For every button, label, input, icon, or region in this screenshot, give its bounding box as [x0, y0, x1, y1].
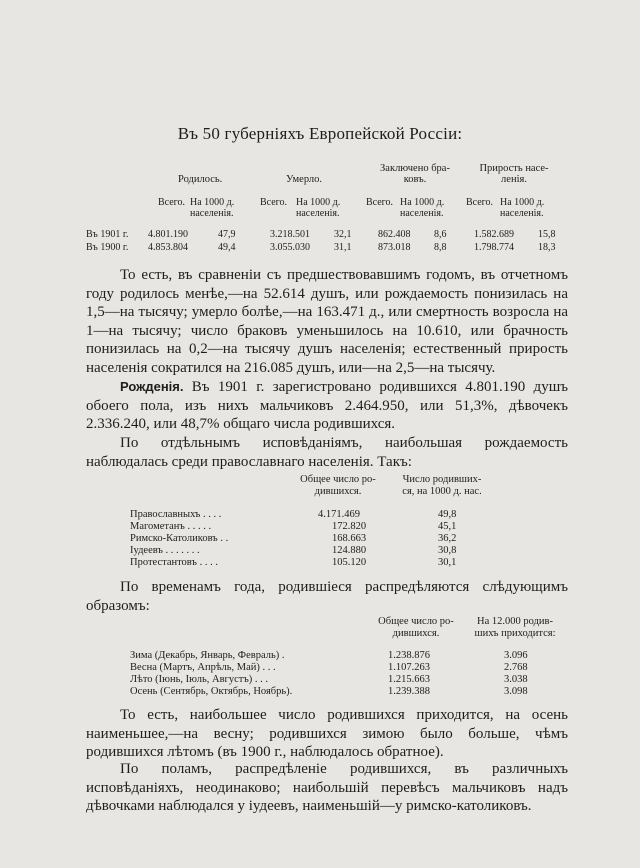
cell: 172.820	[332, 521, 367, 532]
row-label: Весна (Мартъ, Апрѣль, Май) . . .	[130, 662, 276, 673]
cell: 15,8	[538, 229, 556, 240]
cell: 862.408	[378, 229, 411, 240]
cell: 4.171.469	[318, 509, 360, 520]
paragraph-text: По поламъ, распредѣленіе родившихся, въ различныхъ исповѣданіяхъ, неодинаково; наибольшій перевѣсъ мальчиковъ надъ дѣвочками наблюдался у іудеевъ, наименьшій—у римско-католиковъ.	[86, 761, 568, 814]
sub-total: Всего.	[466, 197, 494, 208]
row-label: Римско-Католиковъ . .	[130, 533, 229, 544]
t2-header-rate: Число родивших- ся, на 1000 д. нас.	[402, 474, 482, 497]
cell: 1.238.876	[388, 650, 430, 661]
paragraph-confessions	[86, 434, 568, 471]
paragraph-seasons	[86, 578, 568, 615]
cell: 168.663	[332, 533, 367, 544]
cell: 18,3	[538, 242, 556, 253]
t3-header-rate: На 12.000 родив- шихъ приходится:	[474, 616, 556, 639]
sub-per: На 1000 д. населенія.	[400, 197, 445, 219]
cell: 124.880	[332, 545, 367, 556]
cell: 1.582.689	[474, 229, 514, 240]
row-label: Осень (Сентябрь, Октябрь, Ноябрь).	[130, 686, 293, 697]
cell: 45,1	[438, 521, 457, 532]
col-header-marriages: Заключено бра- ковъ.	[380, 163, 450, 185]
paragraph-text: По отдѣльнымъ исповѣданіямъ, наибольшая рождаемость наблюдалась среди православнаго населенія. Такъ:	[86, 435, 568, 470]
cell: 4.853.804	[148, 242, 188, 253]
cell: 1.239.388	[388, 686, 430, 697]
cell: 30,8	[438, 545, 457, 556]
cell: 47,9	[218, 229, 236, 240]
cell: 8,6	[434, 229, 447, 240]
cell: 36,2	[438, 533, 457, 544]
sub-per: На 1000 д. населенія.	[296, 197, 341, 219]
row-label: Іудеевъ . . . . . . .	[130, 545, 200, 556]
row-label: Лѣто (Іюнь, Іюль, Августъ) . . .	[130, 674, 269, 685]
row-label: Въ 1900 г.	[86, 242, 129, 253]
row-label: Протестантовъ . . . .	[130, 557, 218, 568]
cell: 49,4	[218, 242, 236, 253]
col-header-born: Родилось.	[178, 174, 223, 185]
cell: 1.215.663	[388, 674, 430, 685]
cell: 30,1	[438, 557, 457, 568]
cell: 49,8	[438, 509, 457, 520]
row-label: Магометанъ . . . . .	[130, 521, 212, 532]
cell: 3.055.030	[270, 242, 310, 253]
paragraph-comparison	[86, 266, 568, 377]
paragraph-text: Въ 1901 г. зарегистровано родившихся 4.801.190 душъ обоего пола, изъ нихъ мальчиковъ 2.464.950, или 51,3%, дѣвочекъ 2.336.240, или 48,7% общаго числа родившихся.	[86, 379, 568, 432]
cell: 3.038	[504, 674, 528, 685]
section-heading-births: Рожденія.	[120, 379, 184, 394]
row-label: Зима (Декабрь, Январь, Февраль) .	[130, 650, 285, 661]
row-label: Православныхъ . . . .	[130, 509, 222, 520]
paragraph-births	[86, 378, 568, 434]
page-title: Въ 50 губерніяхъ Европейской Россіи:	[177, 124, 463, 143]
cell: 1.107.263	[388, 662, 430, 673]
col-header-died: Умерло.	[286, 174, 323, 185]
paragraph-text: То есть, наибольшее число родившихся приходится, на осень наименьшее,—на весну; родившихся зимою было больше, чѣмъ родившихся лѣтомъ (въ 1900 г., наблюдалось обратное).	[86, 707, 568, 760]
cell: 105.120	[332, 557, 367, 568]
sub-per: На 1000 д. населенія.	[500, 197, 545, 219]
t2-header-total: Общее число ро- дившихся.	[300, 474, 376, 497]
cell: 31,1	[334, 242, 352, 253]
cell: 3.096	[504, 650, 528, 661]
col-header-increase: Прирость насе- ленія.	[479, 163, 549, 185]
cell: 2.768	[504, 662, 528, 673]
sub-per: На 1000 д. населенія.	[190, 197, 235, 219]
row-label: Въ 1901 г.	[86, 229, 129, 240]
paragraph-season-summary	[86, 706, 568, 762]
cell: 873.018	[378, 242, 411, 253]
cell: 1.798.774	[474, 242, 514, 253]
cell: 3.098	[504, 686, 528, 697]
paragraph-text: По временамъ года, родившіеся распредѣляются слѣдующимъ образомъ:	[86, 579, 568, 614]
paragraph-sexes	[86, 760, 568, 816]
t3-header-total: Общее число ро- дившихся.	[378, 616, 454, 639]
cell: 32,1	[334, 229, 352, 240]
sub-total: Всего.	[260, 197, 288, 208]
sub-total: Всего.	[366, 197, 394, 208]
cell: 8,8	[434, 242, 447, 253]
sub-total: Всего.	[158, 197, 186, 208]
cell: 4.801.190	[148, 229, 188, 240]
cell: 3.218.501	[270, 229, 310, 240]
paragraph-text: То есть, въ сравненіи съ предшествовавшимъ годомъ, въ отчетномъ году родилось менѣе,—на 52.614 душъ, или рождаемость понизилась на 1,5—на тысячу; умерло болѣе,—на 163.471 д., или смертность возросла на 1—на тысячу; число браковъ уменьшилось на 10.610, или брачность понизилась на 0,2—на тысячу душъ населенія; естественный прирость населенія сократился на 216.085 душъ, или—на 2,5—на тысячу.	[86, 267, 568, 376]
